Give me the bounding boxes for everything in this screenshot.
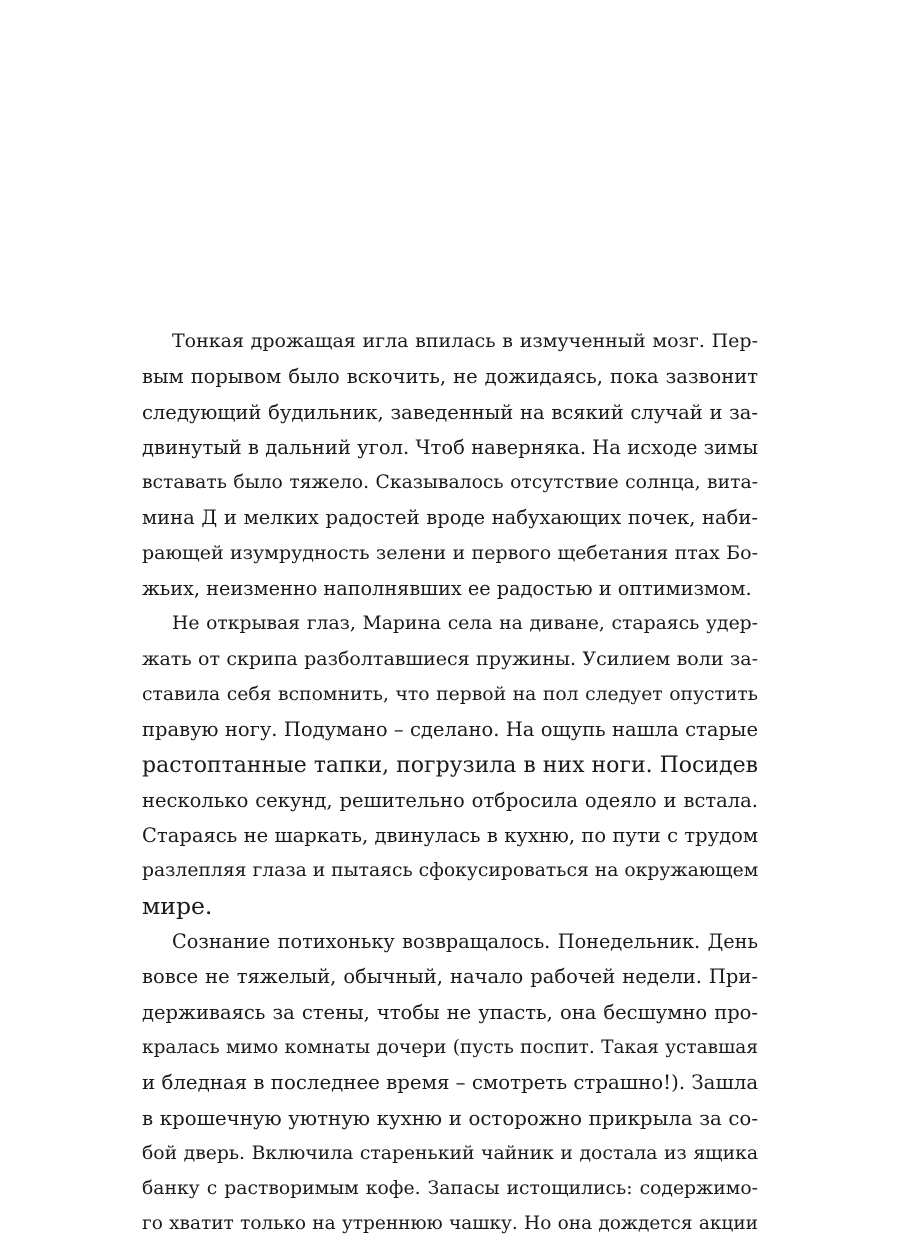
text-line: го хватит только на утреннюю чашку. Но она дождется акции: [142, 1213, 758, 1235]
paragraph: [142, 924, 758, 1242]
text-line: Не открывая глаз, Марина села на диване, стараясь удер-: [172, 613, 758, 635]
text-line: кралась мимо комнаты дочери (пусть поспит. Такая уставшая: [142, 1036, 758, 1058]
text-line: ставила себя вспомнить, что первой на пол следует опустить: [142, 683, 758, 705]
text-line: несколько секунд, решительно отбросила одеяло и встала.: [142, 788, 758, 812]
text-line: следующий будильник, заведенный на всякий случай и за-: [142, 400, 758, 424]
paragraph: [142, 324, 758, 606]
text-line: и бледная в последнее время – смотреть страшно!). Зашла: [142, 1071, 759, 1095]
page-body: [142, 324, 758, 1242]
text-line: мина Д и мелких радостей вроде набухающих почек, наби-: [142, 506, 758, 530]
text-line: бой дверь. Включила старенький чайник и достала из ящика: [142, 1142, 758, 1164]
text-line: мире.: [142, 891, 213, 920]
text-line: жьих, неизменно наполнявших ее радостью и оптимизмом.: [142, 577, 752, 601]
text-line: вставать было тяжело. Сказывалось отсутствие солнца, вита-: [142, 472, 758, 494]
text-line: правую ногу. Подумано – сделано. На ощупь нашла старые: [142, 718, 758, 742]
text-line: вым порывом было вскочить, не дожидаясь, пока зазвонит: [142, 365, 758, 389]
text-line: разлепляя глаза и пытаясь сфокусироваться на окружающем: [142, 860, 759, 882]
text-line: банку с растворимым кофе. Запасы истощились: содержимо-: [142, 1178, 758, 1200]
text-line: Сознание потихоньку возвращалось. Понедельник. День: [172, 930, 758, 954]
text-line: вовсе не тяжелый, обычный, начало рабочей недели. При-: [142, 965, 758, 989]
text-line: Тонкая дрожащая игла впилась в измученный мозг. Пер-: [172, 330, 758, 352]
text-line: жать от скрипа разболтавшиеся пружины. Усилием воли за-: [142, 647, 758, 670]
paragraph: [142, 606, 758, 924]
text-line: Стараясь не шаркать, двинулась в кухню, по пути с трудом: [142, 824, 758, 848]
text-line: растоптанные тапки, погрузила в них ноги. Посидев: [142, 752, 758, 778]
text-line: в крошечную уютную кухню и осторожно прикрыла за со-: [142, 1106, 758, 1130]
text-line: держиваясь за стены, чтобы не упасть, она бесшумно про-: [142, 1000, 758, 1024]
text-line: двинутый в дальний угол. Чтоб наверняка. На исходе зимы: [142, 435, 758, 459]
text-line: рающей изумрудность зелени и первого щебетания птах Бо-: [142, 541, 758, 564]
